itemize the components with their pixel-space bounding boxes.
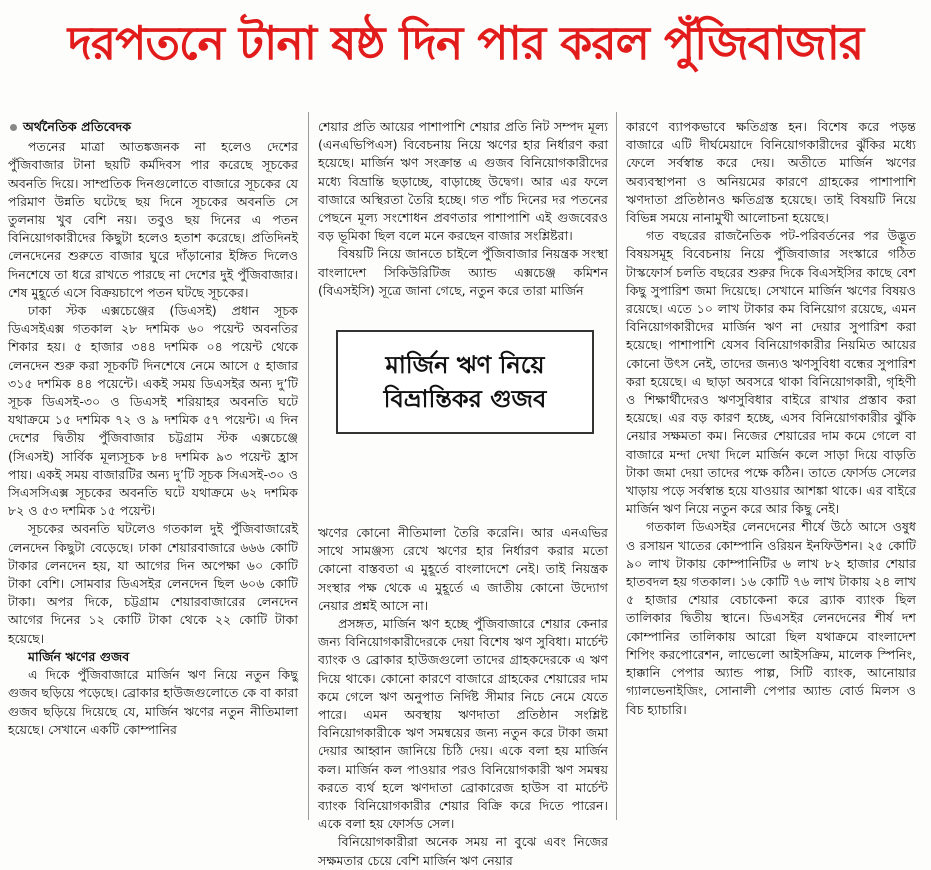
paragraph: পতনের মাত্রা আতঙ্কজনক না হলেও দেশের পুঁজিবাজার টানা ছয়টি কর্মদিবস পার করেছে সূচকের অবনতি দিয়ে। সাম্প্রতিক দিনগুলোতে বাজারে সূচকের যে পরিমাণ উন্নতি ঘটেছে ছয় দিনে সূচকের অবনতি সে তুলনায় খুব বেশি নয়। তবুও ছয় দিনের এ পতন বিনিয়োগকারীদের কিছুটা হলেও হতাশ করেছে। প্রতিদিনই লেনদেনের শুরুতে বাজার ঘুরে দাঁড়ানোর ইঙ্গিত দিলেও দিনশেষে তা ধরে রাখতে পারছে না দেশের দুই পুঁজিবাজার। শেষ মুহূর্তে এসে বিক্রয়চাপে পতন ঘটছে সূচকের। xyxy=(8,139,298,300)
column-divider xyxy=(308,112,309,820)
subheading: মার্জিন ঋণের গুজব xyxy=(28,648,130,664)
column-2-lower xyxy=(318,524,608,870)
article-column-1 xyxy=(8,118,298,818)
paragraph: শেয়ার প্রতি আয়ের পাশাপাশি শেয়ার প্রতি নিট সম্পদ মূল্য (এনএভিপিএস) বিবেচনায় নিয়ে ঋণের হার নির্ধারণ করা হয়েছে। মার্জিন ঋণ সংক্রান্ত এ গুজব বিনিয়োগকারীদের মধ্যে বিভ্রান্তি ছড়াচ্ছে, বাড়াচ্ছে উদ্বেগ। আর এর ফলে বাজারে অস্থিরতা তৈরি হচ্ছে। গত পাঁচ দিনের দর পতনের পেছনে মূল্য সংশোধন প্রবণতার পাশাপাশি এই গুজবেরও বড় ভূমিকা ছিল বলে মনে করছেন বাজার সংশ্লিষ্টরা। xyxy=(318,119,608,244)
paragraph: গতকাল ডিএসইর লেনদেনের শীর্ষে উঠে আসে ওষুধ ও রসায়ন খাতের কোম্পানি ওরিয়ন ইনফিউশন। ২৫ কোটি ৯০ লাখ টাকায় কোম্পানিটির ৬ লাখ ৮২ হাজার শেয়ার হাতবদল হয় গতকাল। ১৬ কোটি ৭৬ লাখ টাকায় ২৪ লাখ ৫ হাজার শেয়ার বেচাকেনা করে ব্র্যাক ব্যাংক ছিল তালিকার দ্বিতীয় স্থানে। ডিএসইর লেনদেনের শীর্ষ দশ কোম্পানির তালিকায় আরো ছিল যথাক্রমে বাংলাদেশ শিপিং করপোরেশন, লাভেলো আইসক্রিম, মালেক স্পিনিং, হাক্কানি পেপার অ্যান্ড পাল্প, সিটি ব্যাংক, আনোয়ার গ্যালভেনাইজিং, সোনালী পেপার অ্যান্ড বোর্ড মিলস ও বিচ হ্যাচারি। xyxy=(626,519,916,717)
paragraph: গত বছরের রাজনৈতিক পট-পরিবর্তনের পর উদ্ভূত বিষয়সমূহ বিবেচনায় নিয়ে পুঁজিবাজার সংস্কারে গঠিত টাস্কফোর্স চলতি বছরের শুরুর দিকে বিএসইসির কাছে বেশ কিছু সুপারিশ জমা দিয়েছে। সেখানে মার্জিন ঋণের বিষয়ও রয়েছে। এতে ১০ লাখ টাকার কম বিনিয়োগ রয়েছে, এমন বিনিয়োগকারীদের মার্জিন ঋণ না দেয়ার সুপারিশ করা হয়েছে। পাশাপাশি যেসব বিনিয়োগকারীর নিয়মিত আয়ের কোনো উৎস নেই, তাদের জন্যও ঋণসুবিধা বন্ধের সুপারিশ করা হয়েছে। এ ছাড়া অবসরে থাকা বিনিয়োগকারী, গৃহিণী ও শিক্ষার্থীদেরও ঋণসুবিধার বাইরে রাখার প্রস্তাব করা হয়েছে। এর বড় কারণ হচ্ছে, এসব বিনিয়োগকারীর ঝুঁকি নেয়ার সক্ষমতা কম। নিজের শেয়ারের দাম কমে গেলে বা বাজারে মন্দা দেখা দিলে মার্জিন কলে সাড়া দিয়ে বাড়তি টাকা জমা দেয়া তাদের পক্ষে কঠিন। তাতে ফোর্সড সেলের খাড়ায় পড়ে সর্বস্বান্ত হয়ে যাওয়ার আশঙ্কা থাকে। এর বাইরে মার্জিন ঋণ নিয়ে নতুন করে আর কিছু নেই। xyxy=(626,228,916,517)
reporter-name: অর্থনৈতিক প্রতিবেদক xyxy=(23,119,132,134)
paragraph: ঋণের কোনো নীতিমালা তৈরি করেনি। আর এনএভির সাথে সামঞ্জস্য রেখে ঋণের হার নির্ধারণ করার মতো কোনো বাস্তবতা এ মুহূর্তে বাংলাদেশে নেই। তাই নিয়ন্ত্রক সংস্থার পক্ষ থেকে এ মুহূর্তে এ জাতীয় কোনো উদ্যোগ নেয়ার প্রশ্নই আসে না। xyxy=(318,525,608,613)
article-column-3 xyxy=(626,118,916,818)
paragraph: ঢাকা স্টক এক্সচেঞ্জের (ডিএসই) প্রধান সূচক ডিএসইএক্স গতকাল ২৮ দশমিক ৬০ পয়েন্ট অবনতির শিকার হয়। ৫ হাজার ৩৪৪ দশমিক ০৪ পয়েন্ট থেকে লেনদেন শুরু করা সূচকটি দিনশেষে নেমে আসে ৫ হাজার ৩১৫ দশমিক ৪৪ পয়েন্টে। একই সময় ডিএসইর অন্য দু’টি সূচক ডিএসই-৩০ ও ডিএসই শরিয়াহর অবনতি ঘটে যথাক্রমে ১৫ দশমিক ৭২ ও ৯ দশমিক ৫৭ পয়েন্ট। এ দিন দেশের দ্বিতীয় পুঁজিবাজার চট্টগ্রাম স্টক এক্সচেঞ্জে (সিএসই) সার্বিক মূল্যসূচক ৮৪ দশমিক ৯৩ পয়েন্ট হ্রাস পায়। একই সময় বাজারটির অন্য দু’টি সূচক সিএসই-৩০ ও সিএসসিএক্স সূচকের অবনতি ঘটে যথাক্রমে ৬২ দশমিক ৮২ ও ৫৩ দশমিক ১৫ পয়েন্ট। xyxy=(8,303,298,519)
bullet-dot-icon xyxy=(10,124,17,131)
pull-quote-line-2: বিভ্রান্তিকর গুজব xyxy=(383,385,547,413)
paragraph: কারণে ব্যাপকভাবে ক্ষতিগ্রস্ত হন। বিশেষ করে পড়ন্ত বাজারে এটি দীর্ঘমেয়াদে বিনিয়োগকারীদের ঝুঁকির মধ্যে ফেলে সর্বস্বান্ত করে দেয়। অতীতে মার্জিন ঋণের অব্যবস্থাপনা ও অনিয়মের কারণে গ্রাহকের পাশাপাশি ঋণদাতা প্রতিষ্ঠানও ক্ষতিগ্রস্ত হয়েছে। তাই বিষয়টি নিয়ে বিভিন্ন সময়ে নানামুখী আলোচনা হয়েছে। xyxy=(626,119,916,226)
article-column-2 xyxy=(318,118,608,868)
paragraph: বিষয়টি নিয়ে জানতে চাইলে পুঁজিবাজার নিয়ন্ত্রক সংস্থা বাংলাদেশ সিকিউরিটিজ অ্যান্ড এক্সচেঞ্জ কমিশন (বিএসইসি) সূত্রে জানা গেছে, নতুন করে তারা মার্জিন xyxy=(318,246,608,298)
column-divider xyxy=(616,112,617,820)
paragraph: এ দিকে পুঁজিবাজারে মার্জিন ঋণ নিয়ে নতুন কিছু গুজব ছড়িয়ে পড়েছে। ব্রোকার হাউজগুলোতে কে বা কারা গুজব ছড়িয়ে দিয়েছে যে, মার্জিন ঋণের নতুন নীতিমালা হয়েছে। সেখানে একটি কোম্পানির xyxy=(8,667,298,737)
paragraph: বিনিয়োগকারীরা অনেক সময় না বুঝে এবং নিজের সক্ষমতার চেয়ে বেশি মার্জিন ঋণ নেয়ার xyxy=(318,834,608,868)
reporter-byline xyxy=(8,118,298,136)
paragraph: সূচকের অবনতি ঘটলেও গতকাল দুই পুঁজিবাজারেই লেনদেন কিছুটা বেড়েছে। ঢাকা শেয়ারবাজারে ৬৬৬ কোটি টাকার লেনদেন হয়, যা আগের দিন অপেক্ষা ৬০ কোটি টাকা বেশি। সোমবার ডিএসইর লেনদেন ছিল ৬০৬ কোটি টাকা। অপর দিকে, চট্টগ্রাম শেয়ারবাজারের লেনদেন আগের দিনের ১২ কোটি টাকা থেকে ২২ কোটি টাকা হয়েছে। xyxy=(8,521,298,646)
pull-quote-line-1: মার্জিন ঋণ নিয়ে xyxy=(385,351,545,379)
headline: দরপতনে টানা ষষ্ঠ দিন পার করল পুঁজিবাজার xyxy=(67,16,864,70)
pull-quote-box xyxy=(336,330,594,434)
paragraph: প্রসঙ্গত, মার্জিন ঋণ হচ্ছে পুঁজিবাজারে শেয়ার কেনার জন্য বিনিয়োগকারীদেরকে দেয়া বিশেষ ঋণ সুবিধা। মার্চেন্ট ব্যাংক ও ব্রোকার হাউজগুলো তাদের গ্রাহকদেরকে এ ঋণ দিয়ে থাকে। কোনো কারণে বাজারে গ্রাহকের শেয়ারের দাম কমে গেলে ঋণ অনুপাত নির্দিষ্ট সীমার নিচে নেমে যেতে পারে। এমন অবস্থায় ঋণদাতা প্রতিষ্ঠান সংশ্লিষ্ট বিনিয়োগকারীকে ঋণ সমন্বয়ের জন্য নতুন করে টাকা জমা দেয়ার আহ্বান জানিয়ে চিঠি দেয়। একে বলা হয় মার্জিন কল। মার্জিন কল পাওয়ার পরও বিনিয়োগকারী ঋণ সমন্বয় করতে ব্যর্থ হলে ঋণদাতা ব্রোকারেজ হাউস বা মার্চেন্ট ব্যাংক বিনিয়োগকারীর শেয়ার বিক্রি করে দিতে পারেন। একে বলা হয় ফোর্সড সেল। xyxy=(318,616,608,832)
